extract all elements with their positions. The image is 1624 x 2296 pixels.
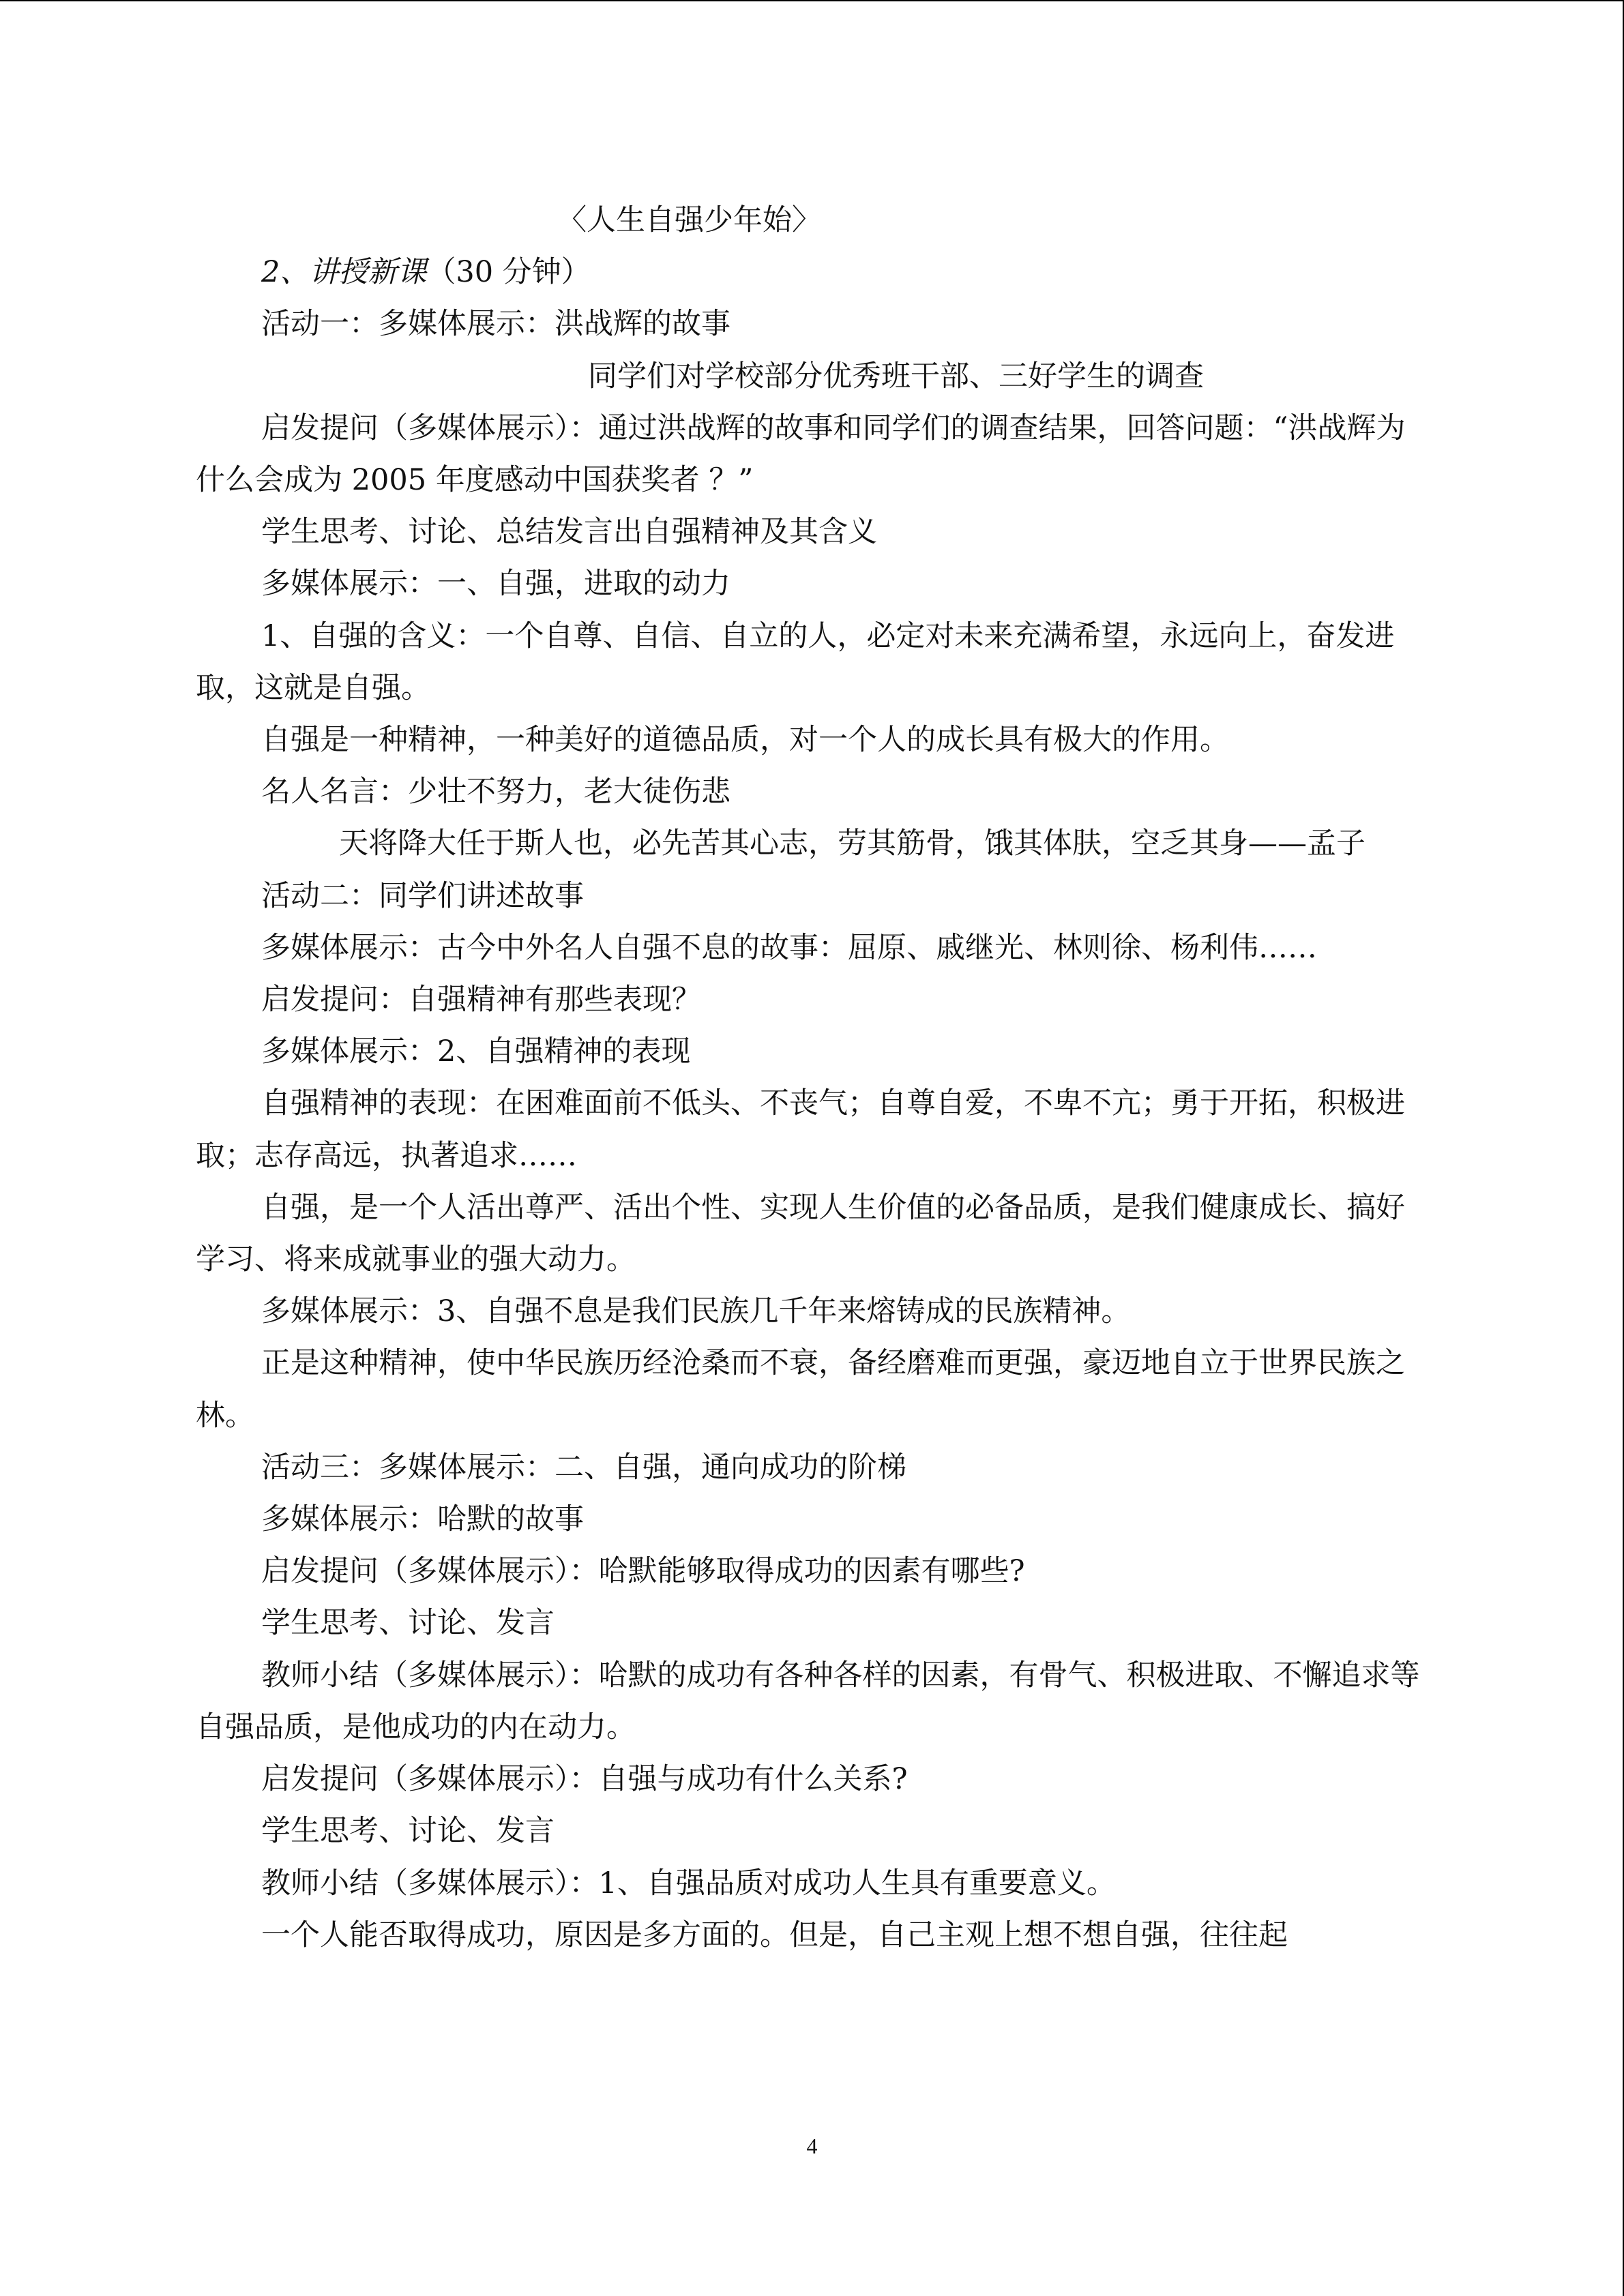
paragraph: 活动二：同学们讲述故事 — [261, 878, 584, 913]
paragraph: 启发提问（多媒体展示）：哈默能够取得成功的因素有哪些? — [261, 1554, 1025, 1589]
paragraph: 一个人能否取得成功，原因是多方面的。但是，自己主观上想不想自强，往往起 — [261, 1918, 1288, 1952]
paragraph: 教师小结（多媒体展示）：1、自强品质对成功人生具有重要意义。 — [261, 1866, 1116, 1900]
paragraph: 正是这种精神，使中华民族历经沧桑而不衰，备经磨难而更强，豪迈地自立于世界民族之林。 — [196, 1346, 1405, 1433]
paragraph: 活动一：多媒体展示：洪战辉的故事 — [261, 307, 730, 342]
paragraph: 活动三：多媒体展示：二、自强，通向成功的阶梯 — [261, 1450, 906, 1485]
section-heading-duration: （30 分钟） — [426, 255, 591, 290]
paragraph: 学生思考、讨论、总结发言出自强精神及其含义 — [261, 515, 877, 550]
paragraph: 多媒体展示：哈默的故事 — [261, 1502, 584, 1537]
paragraph: 启发提问（多媒体展示）：通过洪战辉的故事和同学们的调查结果，回答问题：“洪战辉为什么会成为 2005 年度感动中国获奖者 ？” — [196, 411, 1406, 498]
paragraph: 1、自强的含义：一个自尊、自信、自立的人，必定对未来充满希望，永远向上，奋发进取，这就是自强。 — [196, 618, 1395, 705]
paragraph: 学生思考、讨论、发言 — [261, 1814, 555, 1849]
paragraph: 启发提问（多媒体展示）：自强与成功有什么关系? — [261, 1762, 908, 1797]
paragraph: 多媒体展示：2、自强精神的表现 — [261, 1034, 691, 1069]
paragraph: 学生思考、讨论、发言 — [261, 1606, 555, 1641]
document-title: 〈人生自强少年始〉 — [557, 203, 821, 237]
quote-paragraph: 天将降大任于斯人也，必先苦其心志，劳其筋骨，饿其体肤，空乏其身——孟子 — [339, 826, 1365, 861]
paragraph: 教师小结（多媒体展示）：哈默的成功有各种各样的因素，有骨气、积极进取、不懈追求等自强品质，是他成功的内在动力。 — [196, 1658, 1420, 1744]
paragraph: 自强是一种精神，一种美好的道德品质，对一个人的成长具有极大的作用。 — [261, 723, 1229, 758]
document-body — [196, 194, 1423, 1961]
page-number: 4 — [806, 2134, 818, 2158]
paragraph: 同学们对学校部分优秀班干部、三好学生的调查 — [588, 359, 1204, 393]
paragraph: 自强，是一个人活出尊严、活出个性、实现人生价值的必备品质，是我们健康成长、搞好学习、将来成就事业的强大动力。 — [196, 1190, 1405, 1277]
paragraph: 自强精神的表现：在困难面前不低头、不丧气；自尊自爱，不卑不亢；勇于开拓，积极进取；志存高远，执著追求…… — [196, 1086, 1405, 1173]
paragraph: 多媒体展示：一、自强，进取的动力 — [261, 567, 730, 601]
section-heading-label: 2、讲授新课 — [261, 255, 427, 290]
paragraph: 多媒体展示：古今中外名人自强不息的故事：屈原、戚继光、林则徐、杨利伟…… — [261, 930, 1317, 965]
paragraph: 名人名言：少壮不努力，老大徒伤悲 — [261, 775, 730, 809]
paragraph: 启发提问：自强精神有那些表现？ — [261, 983, 701, 1017]
section-heading — [196, 246, 1423, 298]
paragraph: 多媒体展示：3、自强不息是我们民族几千年来熔铸成的民族精神。 — [261, 1294, 1131, 1329]
